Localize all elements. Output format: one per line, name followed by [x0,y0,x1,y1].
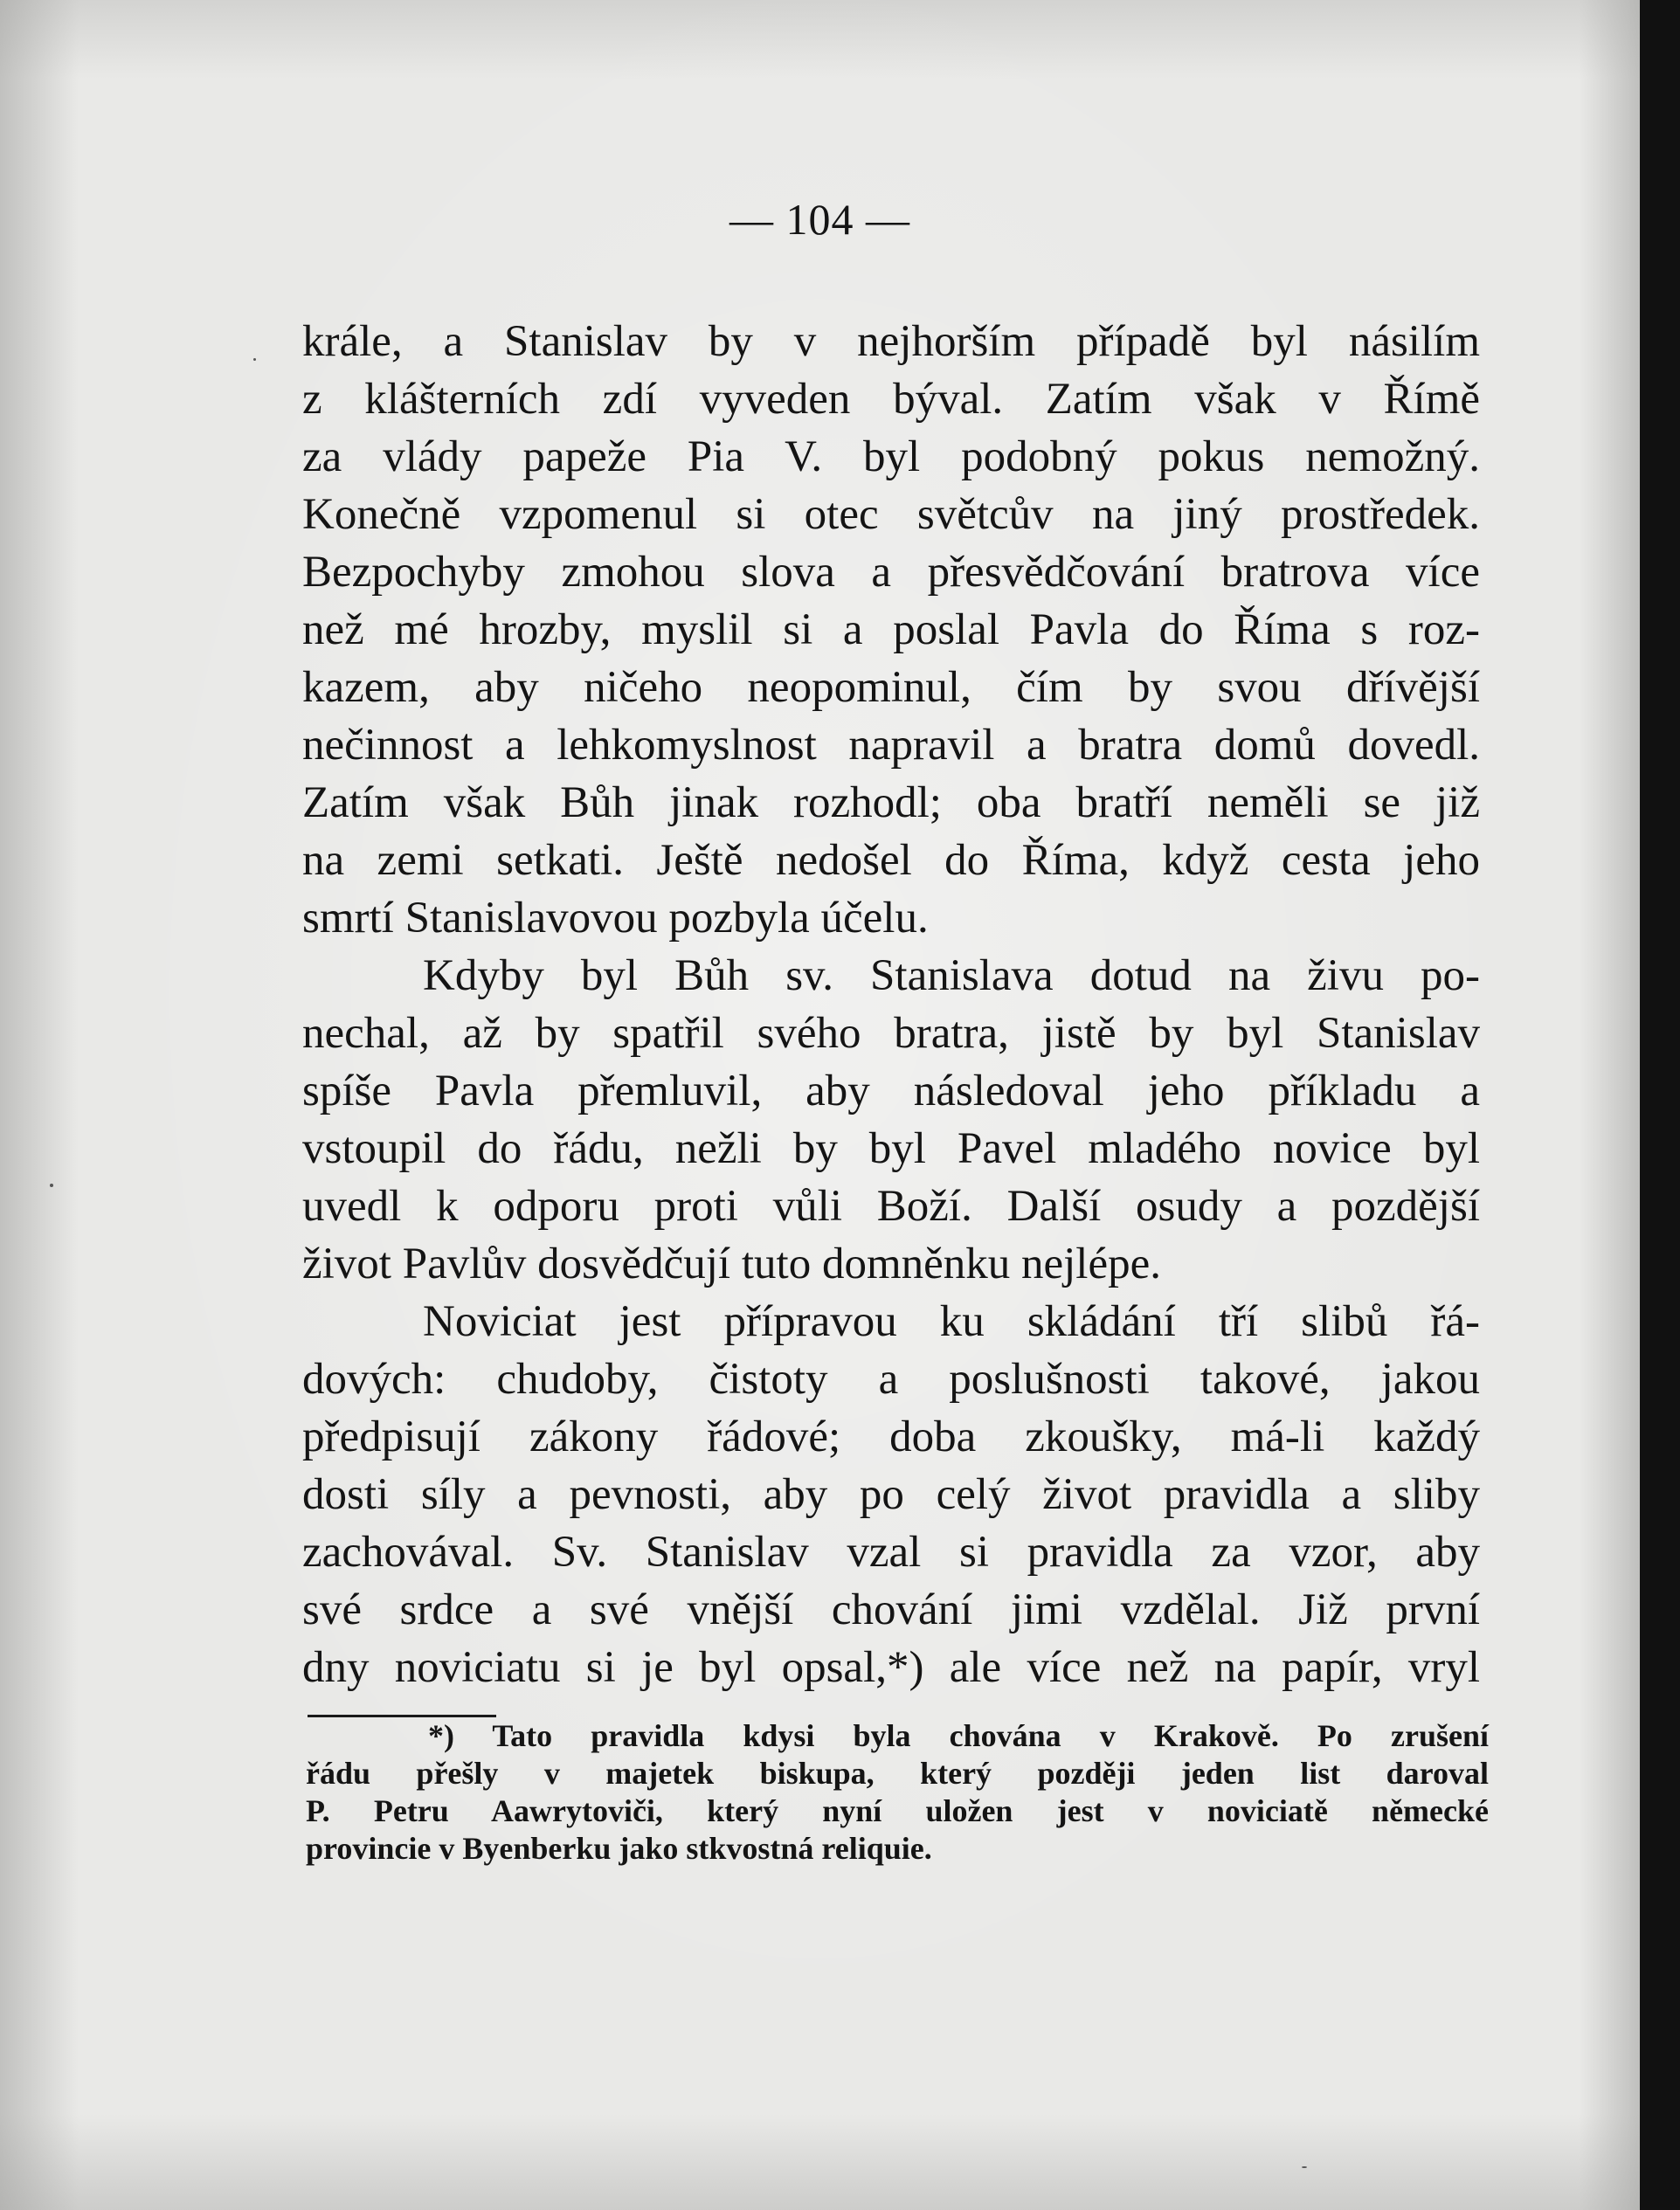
scan-speck [253,358,256,361]
paragraph-start-line: Kdyby byl Bůh sv. Stanislava dotud na živu po- [423,951,1480,1000]
body-line: krále, a Stanislav by v nejhorším případě byl násilím [302,317,1480,366]
footnote [306,1717,1489,1868]
page-number: — 104 — [729,195,910,244]
scan-speck [1302,2166,1307,2168]
body-line: dových: chudoby, čistoty a poslušnosti takové, jakou [302,1355,1480,1404]
body-line: než mé hrozby, myslil si a poslal Pavla do Říma s roz- [302,605,1480,654]
body-line: z klášterních zdí vyveden býval. Zatím však v Římě [302,375,1480,424]
scan-border [1640,0,1680,2210]
body-line: spíše Pavla přemluvil, aby následoval jeho příkladu a [302,1067,1480,1115]
body-text [302,313,1480,1696]
body-line: Konečně vzpomenul si otec světcův na jiný prostředek. [302,490,1480,539]
body-line: za vlády papeže Pia V. byl podobný pokus nemožný. [302,432,1480,481]
body-line: uvedl k odporu proti vůli Boží. Další osudy a pozdější [302,1182,1480,1231]
body-line: vstoupil do řádu, nežli by byl Pavel mladého novice byl [302,1124,1480,1173]
body-line: dny noviciatu si je byl opsal,*) ale více než na papír, vryl [302,1643,1480,1692]
body-line: kazem, aby ničeho neopominul, čím by svou dřívější [302,663,1480,712]
body-line: nechal, až by spatřil svého bratra, jistě by byl Stanislav [302,1009,1480,1058]
footnote-line: provincie v Byenberku jako stkvostná reliquie. [306,1831,932,1866]
body-line: dosti síly a pevnosti, aby po celý život pravidla a sliby [302,1470,1480,1519]
body-line: své srdce a své vnější chování jimi vzdělal. Již první [302,1585,1480,1634]
scan-speck [50,1184,53,1187]
footnote-line: *) Tato pravidla kdysi byla chována v Krakově. Po zrušení [428,1718,1489,1753]
body-line: Bezpochyby zmohou slova a přesvědčování bratrova více [302,548,1480,597]
body-line: zachovával. Sv. Stanislav vzal si pravidla za vzor, aby [302,1528,1480,1577]
paragraph-start-line: Noviciat jest přípravou ku skládání tří slibů řá- [423,1297,1480,1346]
body-line: Zatím však Bůh jinak rozhodl; oba bratří neměli se již [302,778,1480,827]
body-line: život Pavlův dosvědčují tuto domněnku nejlépe. [302,1240,1161,1288]
footnote-line: řádu přešly v majetek biskupa, který později jeden list daroval [306,1756,1489,1791]
body-line: na zemi setkati. Ještě nedošel do Říma, když cesta jeho [302,836,1480,885]
body-line: předpisují zákony řádové; doba zkoušky, má-li každý [302,1412,1480,1461]
body-line: nečinnost a lehkomyslnost napravil a bratra domů dovedl. [302,721,1480,770]
footnote-line: P. Petru Aawrytoviči, který nyní uložen jest v noviciatě německé [306,1793,1489,1828]
body-line: smrtí Stanislavovou pozbyla účelu. [302,894,929,943]
